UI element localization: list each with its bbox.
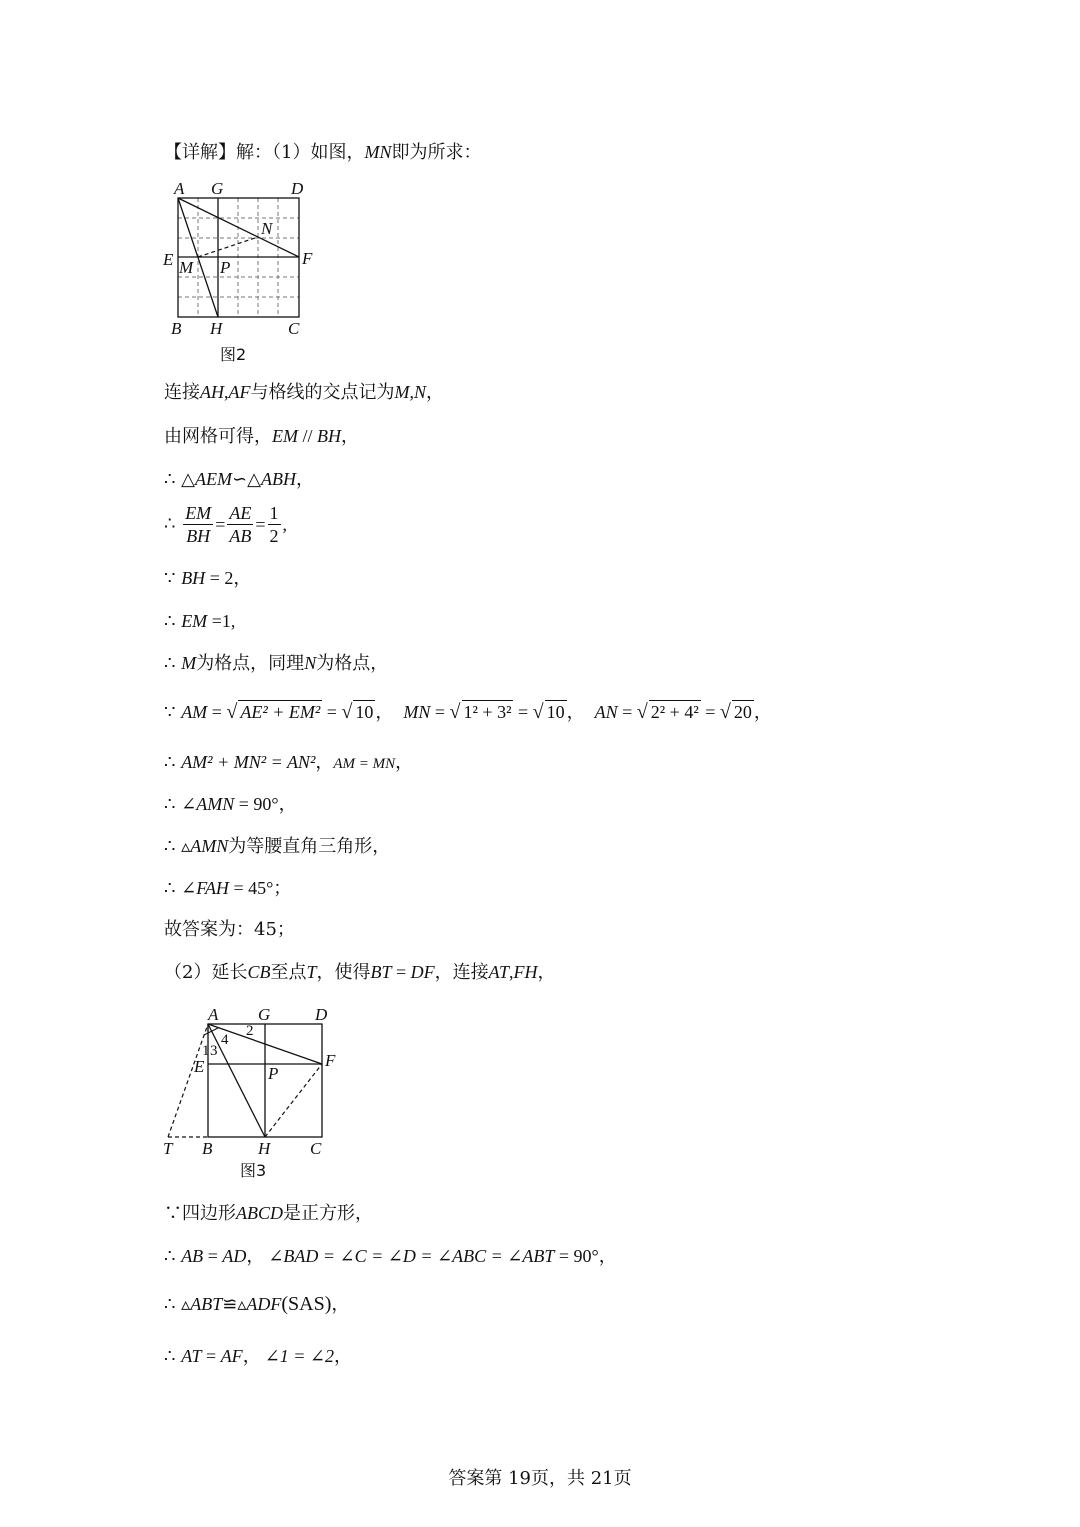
text-line-18: ∴ AT = AF， ∠1 = ∠2，: [164, 1346, 352, 1367]
fraction-ae-ab: $\frac{AE}{AB}$: [229, 503, 252, 546]
fig2-label-f: F: [302, 249, 313, 268]
fig3-label-c: C: [310, 1139, 322, 1158]
text-line-8: ∵ AM = √ AE² + EM² = √ 10 ， MN = √ 1² + 3² = √ 10 ， AN = √ 2² + 4² = √ 20 ，: [164, 701, 772, 723]
fig3-angle-2: 2: [246, 1023, 254, 1039]
fig3-angle-4: 4: [221, 1032, 229, 1048]
fig2-label-c: C: [288, 319, 300, 338]
figure-3: [158, 1002, 348, 1182]
detail-tag: 【详解】: [164, 142, 236, 163]
text-line-14: （2）延长CB至点T，使得BT = DF，连接AT,FH，: [164, 962, 556, 983]
fraction-em-bh: $\frac{EM}{BH}$: [185, 503, 212, 546]
fig3-label-e: E: [194, 1057, 205, 1076]
fig3-angle-3: 3: [210, 1043, 218, 1059]
text-line-5: ∵ BH = 2，: [164, 568, 252, 589]
text-line-6: ∴ EM =1,: [164, 611, 236, 632]
page-footer: 答案第 19页，共 21页: [448, 1468, 632, 1489]
text-line-9: ∴ AM² + MN² = AN²，AM = MN，: [164, 752, 414, 773]
text-line-16: ∴ AB = AD， ∠BAD = ∠C = ∠D = ∠ABC = ∠ABT = 90°，: [164, 1246, 617, 1267]
text-line-15: ∵四边形ABCD是正方形，: [164, 1203, 373, 1224]
fig2-label-e: E: [163, 250, 174, 269]
fig2-label-n: N: [261, 219, 273, 238]
fig2-label-h: H: [210, 319, 223, 338]
text-line-2: 由网格可得，EM // BH，: [164, 426, 360, 447]
fig3-label-p: P: [268, 1064, 279, 1083]
text-line-4: ∴ $\frac{EM}{BH}$ = $\frac{AE}{AB}$ = $\frac{1}{2}$ ,: [164, 503, 287, 546]
heading-text-end: 即为所求：: [391, 142, 482, 163]
text-line-10: ∴ ∠AMN = 90°，: [164, 794, 297, 815]
fig2-label-m: M: [179, 258, 194, 277]
figure-2: [160, 176, 330, 368]
fig3-angle-1: 1: [202, 1043, 210, 1059]
fig2-line-mn: [198, 237, 258, 257]
fraction-one-half: $\frac{1}{2}$: [269, 503, 279, 546]
text-line-3: ∴ △AEM∽△ABH，: [164, 469, 314, 490]
text-line-7: ∴ M为格点，同理N为格点，: [164, 653, 389, 674]
text-line-17: ∴ ▵ABT≌▵ADF(SAS)，: [164, 1293, 350, 1315]
fig2-label-b: B: [171, 319, 182, 338]
fig3-label-t: T: [163, 1139, 173, 1158]
text-line-11: ∴ ▵AMN为等腰直角三角形，: [164, 836, 391, 857]
fig2-label-g: G: [211, 179, 224, 198]
fig3-line-at: [168, 1024, 208, 1137]
fig3-label-g: G: [258, 1005, 271, 1024]
heading-text: 解：（1）如图，: [236, 142, 365, 163]
heading-line: [164, 140, 481, 165]
fig2-label-p: P: [220, 258, 231, 277]
fig3-label-d: D: [315, 1005, 328, 1024]
fig3-label-b: B: [202, 1139, 213, 1158]
fig3-label-h: H: [258, 1139, 271, 1158]
fig2-label-d: D: [291, 179, 304, 198]
fig2-caption: 图2: [220, 345, 247, 364]
fig3-label-a: A: [208, 1005, 219, 1024]
text-line-12: ∴ ∠FAH = 45°；: [164, 878, 292, 899]
fig2-label-a: A: [174, 179, 185, 198]
text-line-1: 连接AH,AF与格线的交点记为M,N，: [164, 382, 445, 403]
fig3-caption: 图3: [240, 1161, 267, 1180]
text-line-13: 故答案为：45；: [164, 919, 295, 940]
fig3-label-f: F: [325, 1051, 336, 1070]
math-mn: MN: [364, 142, 392, 162]
